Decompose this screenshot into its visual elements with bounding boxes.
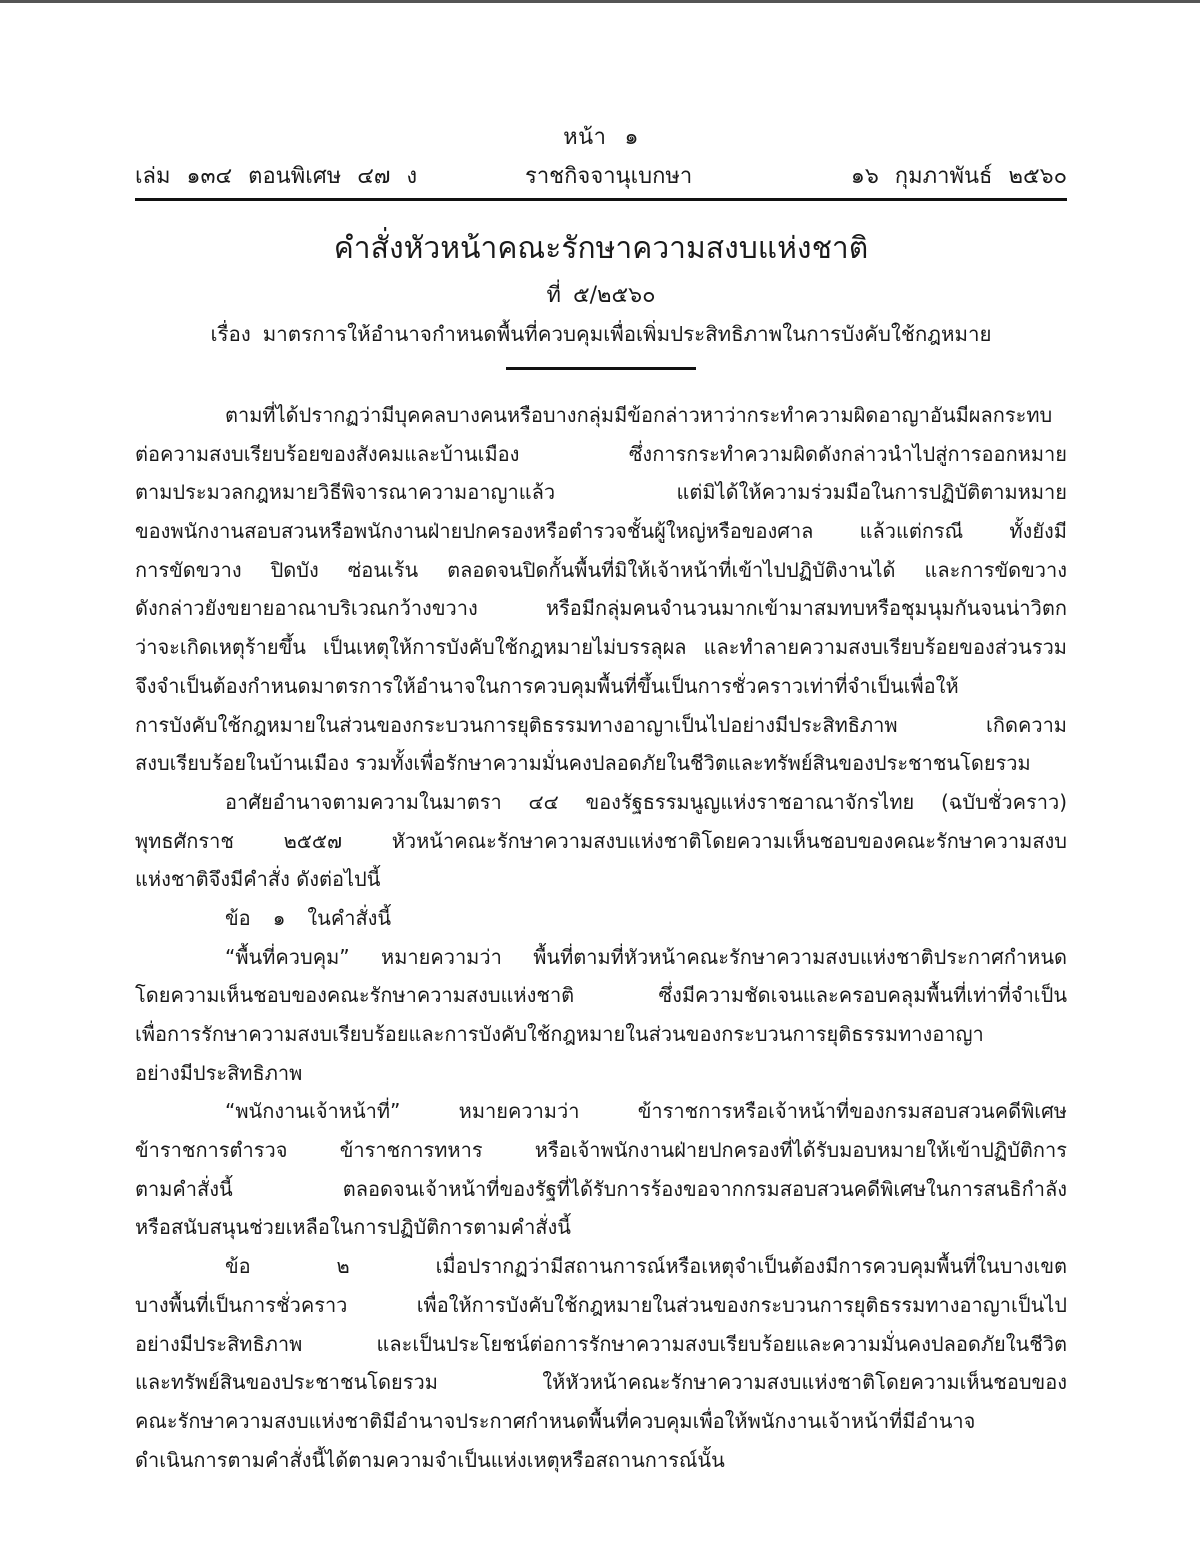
body-line: การขัดขวาง ปิดบัง ซ่อนเร้น ตลอดจนปิดกั้นพื้นที่มิให้เจ้าหน้าที่เข้าไปปฏิบัติงานได้ และการขัดขวาง [135,557,1067,582]
body-line: และทรัพย์สินของประชาชนโดยรวม ให้หัวหน้าคณะรักษาความสงบแห่งชาติโดยความเห็นชอบของ [135,1370,1067,1395]
page-label: หน้า [563,125,607,150]
clause-1-heading [135,899,1067,938]
gazette-date [851,158,1067,196]
volume-number: ๑๓๔ [186,164,233,189]
body-line: พุทธศักราช ๒๕๕๗ หัวหน้าคณะรักษาความสงบแห่งชาติโดยความเห็นชอบของคณะรักษาความสงบ [135,828,1067,853]
page-number-header [135,118,1067,158]
subject-text: มาตรการให้อำนาจกำหนดพื้นที่ควบคุมเพื่อเพิ่มประสิทธิภาพในการบังคับใช้กฎหมาย [262,322,992,346]
body-line: แห่งชาติจึงมีคำสั่ง ดังต่อไปนี้ [135,867,381,892]
page-number: ๑ [624,125,639,150]
definition-controlled-area [135,938,1067,1093]
authority-paragraph [135,783,1067,899]
body-line: “พื้นที่ควบคุม” หมายความว่า พื้นที่ตามที่หัวหน้าคณะรักษาความสงบแห่งชาติประกาศกำหนด [225,944,1067,969]
body-line: อย่างมีประสิทธิภาพ [135,1060,303,1085]
subject-label: เรื่อง [210,322,251,346]
definition-competent-official [135,1092,1067,1247]
body-line: ของพนักงานสอบสวนหรือพนักงานฝ่ายปกครองหรือตำรวจชั้นผู้ใหญ่หรือของศาล แล้วแต่กรณี ทั้งยังมี [135,519,1067,544]
clause-number: ๑ [272,905,286,930]
clause-text: เมื่อปรากฏว่ามีสถานการณ์หรือเหตุจำเป็นต้องมีการควบคุมพื้นที่ในบางเขต [435,1254,1067,1279]
order-subject [135,315,1067,353]
clause-2-paragraph [135,1247,1067,1479]
body-line: เพื่อการรักษาความสงบเรียบร้อยและการบังคับใช้กฎหมายในส่วนของกระบวนการยุติธรรมทางอาญา [135,1022,984,1046]
body-line: คณะรักษาความสงบแห่งชาติมีอำนาจประกาศกำหนดพื้นที่ควบคุมเพื่อให้พนักงานเจ้าหน้าที่มีอำนาจ [135,1408,976,1433]
body-line: ตามคำสั่งนี้ ตลอดจนเจ้าหน้าที่ของรัฐที่ได้รับการร้องขอจากกรมสอบสวนคดีพิเศษในการสนธิกำลัง [135,1176,1067,1201]
body-line: หรือสนับสนุนช่วยเหลือในการปฏิบัติการตามคำสั่งนี้ [135,1215,571,1240]
title-divider [506,367,696,370]
clause-heading-text: ในคำสั่งนี้ [307,905,392,930]
gazette-name: ราชกิจจานุเบกษา [525,164,693,189]
body-line: ข้าราชการตำรวจ ข้าราชการทหาร หรือเจ้าพนักงานฝ่ายปกครองที่ได้รับมอบหมายให้เข้าปฏิบัติการ [135,1138,1067,1163]
body-line: ตามที่ได้ปรากฏว่ามีบุคคลบางคนหรือบางกลุ่มมีข้อกล่าวหาว่ากระทำความผิดอาญาอันมีผลกระทบ [225,403,1053,427]
body-line: ตามประมวลกฎหมายวิธีพิจารณาความอาญาแล้ว แต่มิได้ให้ความร่วมมือในการปฏิบัติตามหมาย [135,480,1067,505]
body-line: อย่างมีประสิทธิภาพ และเป็นประโยชน์ต่อการรักษาความสงบเรียบร้อยและความมั่นคงปลอดภัยในชีวิต [135,1331,1067,1356]
gazette-page [135,118,1067,1479]
section-suffix: ง [406,164,418,189]
order-number-value: ๕/๒๕๖๐ [572,283,656,308]
body-line: สงบเรียบร้อยในบ้านเมือง รวมทั้งเพื่อรักษาความมั่นคงปลอดภัยในชีวิตและทรัพย์สินของประชาชนโดยรวม [135,751,1031,776]
body-line: จึงจำเป็นต้องกำหนดมาตรการให้อำนาจในการควบคุมพื้นที่ขึ้นเป็นการชั่วคราวเท่าที่จำเป็นเพื่อให้ [135,673,959,698]
order-number [135,277,1067,315]
volume-label: เล่ม [135,164,171,189]
body-line: การบังคับใช้กฎหมายในส่วนของกระบวนการยุติธรรมทางอาญาเป็นไปอย่างมีประสิทธิภาพ เกิดความ [135,712,1067,737]
gazette-volume-info [135,158,417,196]
body-line: ดำเนินการตามคำสั่งนี้ได้ตามความจำเป็นแห่งเหตุหรือสถานการณ์นั้น [135,1447,725,1472]
clause-2-first-line [135,1247,1067,1286]
date-year: ๒๕๖๐ [1008,164,1067,189]
clause-number: ๒ [336,1254,350,1279]
date-month: กุมภาพันธ์ [894,164,993,189]
date-day: ๑๖ [850,164,879,189]
body-line: อาศัยอำนาจตามความในมาตรา ๔๔ ของรัฐธรรมนูญแห่งราชอาณาจักรไทย (ฉบับชั่วคราว) [225,789,1067,814]
body-line: บางพื้นที่เป็นการชั่วคราว เพื่อให้การบังคับใช้กฎหมายในส่วนของกระบวนการยุติธรรมทางอาญาเป็นไป [135,1292,1067,1317]
clause-label: ข้อ [225,1254,251,1279]
order-body [135,396,1067,1479]
body-line: ดังกล่าวยังขยายอาณาบริเวณกว้างขวาง หรือมีกลุ่มคนจำนวนมากเข้ามาสมทบหรือชุมนุมกันจนน่าวิตก [135,596,1067,621]
body-line: “พนักงานเจ้าหน้าที่” หมายความว่า ข้าราชการหรือเจ้าหน้าที่ของกรมสอบสวนคดีพิเศษ [225,1099,1067,1124]
preamble-paragraph [135,396,1067,783]
body-line: ว่าจะเกิดเหตุร้ายขึ้น เป็นเหตุให้การบังคับใช้กฎหมายไม่บรรลุผล และทำลายความสงบเรียบร้อยของส่วนรวม [135,635,1067,660]
order-number-label: ที่ [546,283,561,308]
section-number: ๔๗ [357,164,391,189]
window-top-border [0,0,1200,3]
body-line: ต่อความสงบเรียบร้อยของสังคมและบ้านเมือง ซึ่งการกระทำความผิดดังกล่าวนำไปสู่การออกหมาย [135,441,1067,466]
header-divider [135,198,1067,201]
clause-label: ข้อ [225,905,251,930]
gazette-info-row [135,158,1067,196]
section-label: ตอนพิเศษ [248,164,342,189]
order-title: คำสั่งหัวหน้าคณะรักษาความสงบแห่งชาติ [333,231,869,266]
body-line: โดยความเห็นชอบของคณะรักษาความสงบแห่งชาติ ซึ่งมีความชัดเจนและครอบคลุมพื้นที่เท่าที่จำเป็น [135,983,1067,1008]
